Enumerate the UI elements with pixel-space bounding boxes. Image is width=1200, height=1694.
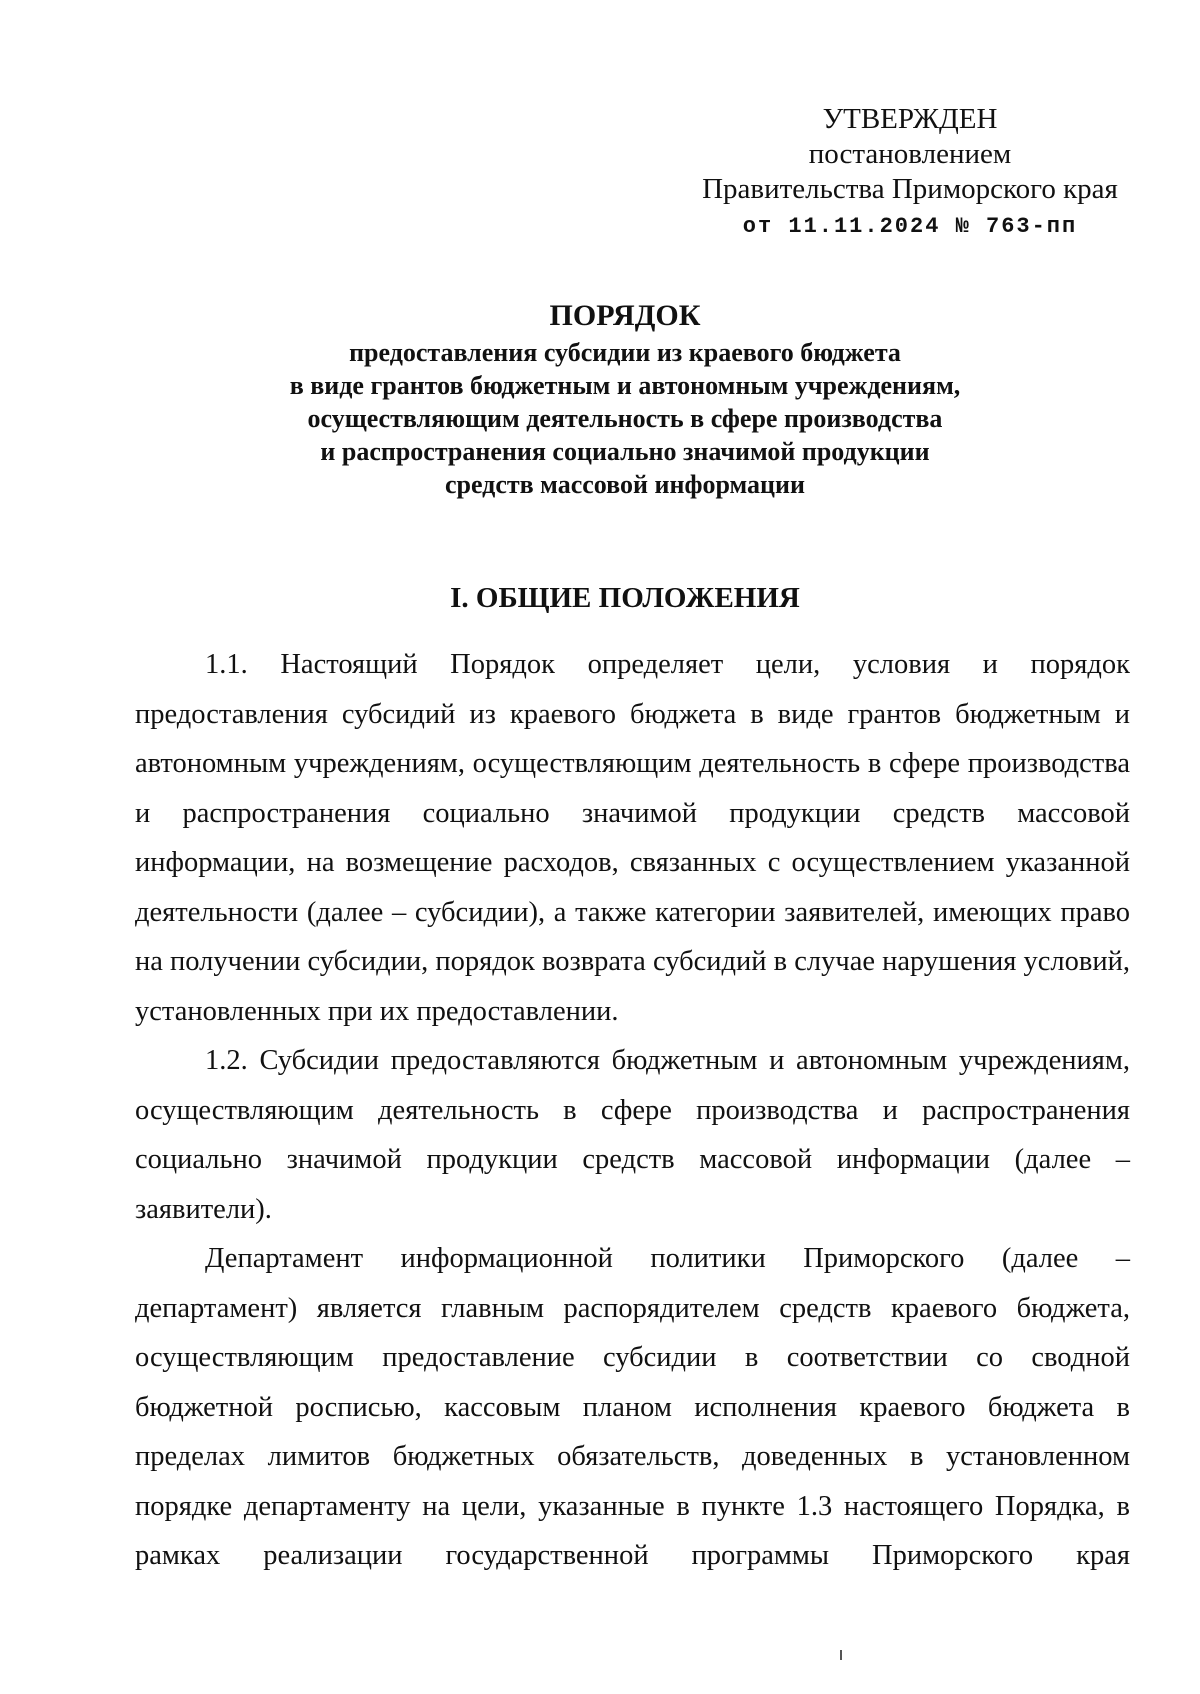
approval-stamp [690,102,1130,244]
paragraph-department: Департамент информационной политики Приморского (далее – департамент) является главным распорядителем средств краевого бюджета, осуществляющим предоставление субсидии в соответствии со сводной бюджетной росписью, кассовым планом исполнения краевого бюджета в пределах лимитов бюджетных обязательств, доведенных в установленном порядке департаменту на цели, указанные в пункте 1.3 настоящего Порядка, в рамках реализации государственной программы Приморского края [135,1243,1130,1571]
paragraph-1-1: 1.1. Настоящий Порядок определяет цели, условия и порядок предоставления субсидий из краевого бюджета в виде грантов бюджетным и автономным учреждениям, осуществляющим деятельность в сфере производства и распространения социально значимой продукции средств массовой информации, на возмещение расходов, связанных с осуществлением указанной деятельности (далее – субсидии), а также категории заявителей, имеющих право на получении субсидии, порядок возврата субсидий в случае нарушения условий, установленных при их предоставлении. [135,649,1130,1027]
approval-status: УТВЕРЖДЕН [822,103,998,135]
document-title [120,296,1130,501]
document-title-main: ПОРЯДОК [549,299,701,332]
document-subtitle-line: средств массовой информации [444,470,805,499]
scan-artifact [840,1650,842,1660]
approval-authority: Правительства Приморского края [702,173,1118,205]
document-subtitle-line: осуществляющим деятельность в сфере производства [307,404,943,433]
section-body [135,640,1130,1581]
document-subtitle-line: и распространения социально значимой продукции [320,437,930,466]
document-subtitle-line: в виде грантов бюджетным и автономным учреждениям, [289,371,961,400]
paragraph-1-2: 1.2. Субсидии предоставляются бюджетным и автономным учреждениям, осуществляющим деятельность в сфере производства и распространения социально значимой продукции средств массовой информации (далее – заявители). [135,1045,1130,1225]
document-subtitle-line: предоставления субсидии из краевого бюджета [349,338,901,367]
approval-date-number: от 11.11.2024 № 763-пп [742,214,1078,239]
approval-by-resolution: постановлением [808,138,1012,170]
section-heading: I. ОБЩИЕ ПОЛОЖЕНИЯ [450,582,800,614]
